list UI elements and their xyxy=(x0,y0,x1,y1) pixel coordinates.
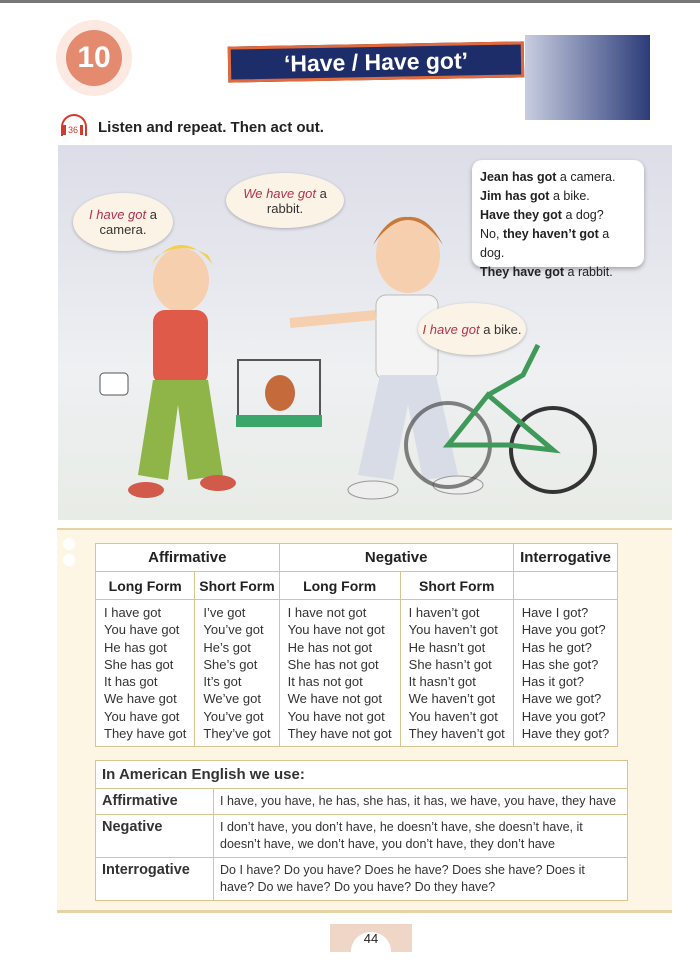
form-column xyxy=(96,600,195,747)
subheader-empty xyxy=(513,572,617,600)
row-text: I have, you have, he has, she has, it has, we have, you have, they have xyxy=(214,789,628,815)
subheader: Long Form xyxy=(96,572,195,600)
form-cell: You haven’t got xyxy=(408,708,498,724)
form-cell: It has got xyxy=(104,674,158,690)
form-cell: Has he got? xyxy=(521,639,592,655)
header-affirmative: Affirmative xyxy=(96,544,280,572)
row-text: Do I have? Do you have? Does he have? Does she have? Does it have? Do we have? Do you have? Do they have? xyxy=(214,858,628,901)
header-negative: Negative xyxy=(279,544,513,572)
form-cell: He has not got xyxy=(287,639,373,655)
binder-hole xyxy=(63,554,75,566)
form-column xyxy=(279,600,400,747)
page-number: 44 xyxy=(330,924,412,952)
header-interrogative: Interrogative xyxy=(513,544,617,572)
unit-number-badge: 10 xyxy=(66,30,122,86)
form-cell: We have got xyxy=(104,691,177,707)
form-cell: They have got xyxy=(104,726,187,742)
subheader: Short Form xyxy=(195,572,279,600)
example-sentences-card xyxy=(472,160,644,279)
illustration xyxy=(58,145,672,520)
form-cell: She’s got xyxy=(203,656,258,672)
speech-bubble-boy: I have got a bike. xyxy=(418,303,526,355)
page-edge xyxy=(0,0,700,3)
headphones-icon[interactable] xyxy=(58,114,90,140)
form-cell: They have not got xyxy=(287,726,392,742)
row-label: Interrogative xyxy=(96,858,214,901)
form-cell: We have not got xyxy=(287,691,383,707)
form-cell: It has not got xyxy=(287,674,363,690)
form-cell: He’s got xyxy=(203,639,251,655)
subheader: Long Form xyxy=(279,572,400,600)
instruction-text: Listen and repeat. Then act out. xyxy=(98,118,324,136)
form-cell: It’s got xyxy=(203,674,242,690)
example-line: No, they haven’t got a dog. xyxy=(480,227,610,260)
form-cell: They’ve got xyxy=(203,726,271,742)
instruction xyxy=(58,114,324,140)
form-cell: You have not got xyxy=(287,622,385,638)
form-cell: You’ve got xyxy=(203,708,264,724)
form-cell: We’ve got xyxy=(203,691,261,707)
have-got-table xyxy=(95,543,618,747)
form-cell: You’ve got xyxy=(203,622,264,638)
example-line: Have they got a dog? xyxy=(480,208,604,222)
form-column xyxy=(513,600,617,747)
title-decoration xyxy=(525,35,650,120)
example-line: They have got a rabbit. xyxy=(480,265,613,279)
track-number: 36 xyxy=(63,125,83,135)
form-cell: I’ve got xyxy=(203,605,246,620)
form-cell: She hasn’t got xyxy=(408,656,492,672)
example-line: Jean has got a camera. xyxy=(480,170,616,184)
american-title: In American English we use: xyxy=(96,761,628,789)
girl-figure xyxy=(100,245,236,498)
binder-hole xyxy=(63,538,75,550)
form-cell: He has got xyxy=(104,639,167,655)
form-cell: He hasn’t got xyxy=(408,639,486,655)
form-cell: I haven’t got xyxy=(408,605,480,620)
form-cell: I have not got xyxy=(287,605,367,620)
form-column xyxy=(400,600,513,747)
form-cell: You have got xyxy=(104,708,180,724)
form-cell: Has she got? xyxy=(521,656,599,672)
form-column xyxy=(195,600,279,747)
example-line: Jim has got a bike. xyxy=(480,189,590,203)
form-cell: She has got xyxy=(104,656,174,672)
speech-bubble-girl: I have got a camera. xyxy=(73,193,173,251)
form-cell: Have you got? xyxy=(521,708,606,724)
form-cell: Have I got? xyxy=(521,605,589,620)
row-label: Negative xyxy=(96,815,214,858)
american-english-table xyxy=(95,760,628,901)
form-cell: She has not got xyxy=(287,656,379,672)
form-cell: Have they got? xyxy=(521,726,610,742)
form-cell: They haven’t got xyxy=(408,726,505,742)
form-cell: Has it got? xyxy=(521,674,584,690)
row-label: Affirmative xyxy=(96,789,214,815)
form-cell: I have got xyxy=(104,605,162,620)
rabbit-cage xyxy=(236,360,322,427)
form-cell: You haven’t got xyxy=(408,622,498,638)
form-cell: Have you got? xyxy=(521,622,606,638)
boy-figure xyxy=(290,217,483,499)
grammar-box xyxy=(57,528,672,913)
speech-bubble-rabbit: We have got a rabbit. xyxy=(226,173,344,228)
subheader: Short Form xyxy=(400,572,513,600)
form-cell: You have not got xyxy=(287,708,385,724)
form-cell: It hasn’t got xyxy=(408,674,476,690)
page-title: ‘Have / Have got’ xyxy=(228,41,525,82)
form-cell: You have got xyxy=(104,622,180,638)
form-cell: We haven’t got xyxy=(408,691,496,707)
form-cell: Have we got? xyxy=(521,691,602,707)
row-text: I don’t have, you don’t have, he doesn’t have, she doesn’t have, it doesn’t have, we don’t have, you don’t have, they don’t have xyxy=(214,815,628,858)
